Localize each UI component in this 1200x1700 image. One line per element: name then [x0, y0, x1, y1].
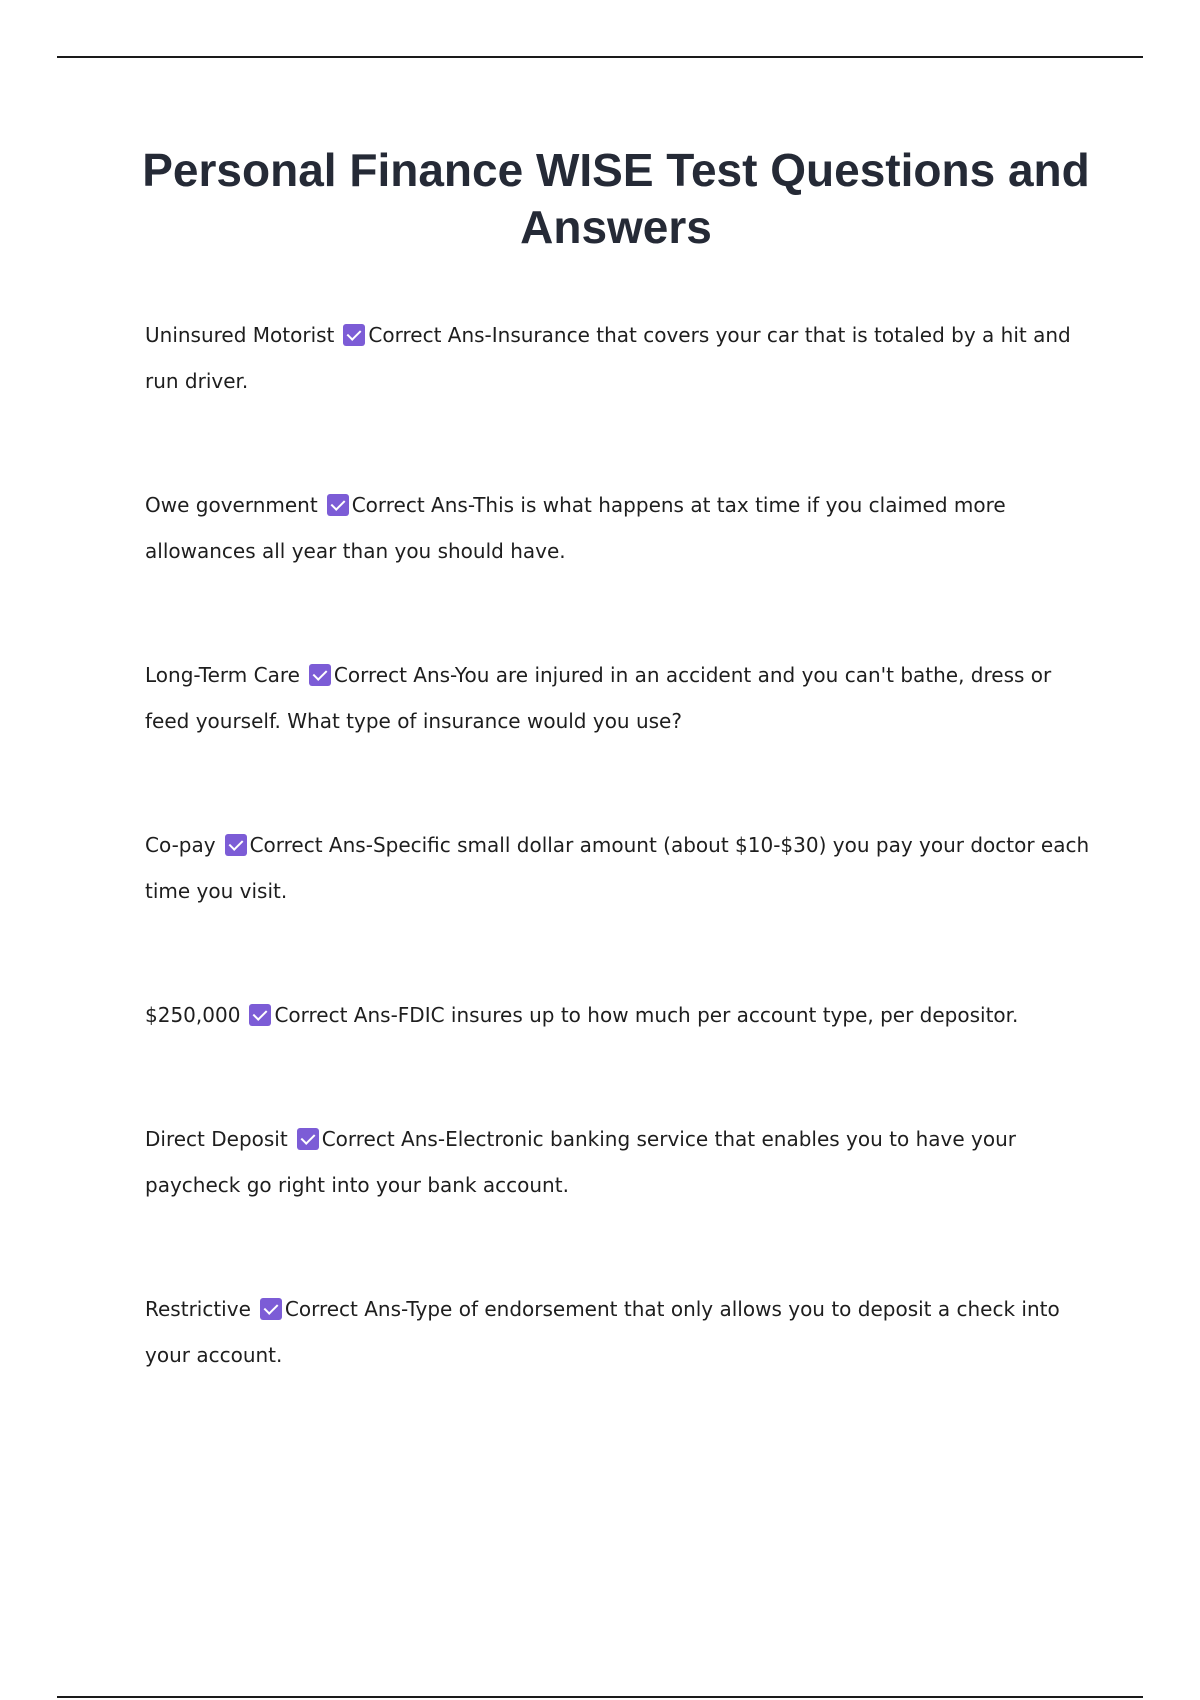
- qa-item: [145, 822, 1095, 914]
- checkbox-checked-icon: [309, 664, 331, 686]
- qa-item: [145, 652, 1095, 744]
- qa-term: Long-Term Care: [145, 663, 300, 687]
- checkbox-checked-icon: [260, 1298, 282, 1320]
- qa-answer: Type of endorsement that only allows you to deposit a check into your account.: [145, 1297, 1060, 1367]
- qa-answer: You are injured in an accident and you can't bathe, dress or feed yourself. What type of insurance would you use?: [145, 663, 1052, 733]
- qa-answer: Insurance that covers your car that is totaled by a hit and run driver.: [145, 323, 1071, 393]
- document-title: Personal Finance WISE Test Questions and Answers: [142, 144, 1090, 253]
- qa-item: [145, 1116, 1095, 1208]
- checkbox-checked-icon: [249, 1004, 271, 1026]
- checkbox-checked-icon: [343, 324, 365, 346]
- header-rule: [57, 56, 1143, 58]
- answer-prefix: Correct Ans-: [249, 833, 373, 857]
- answer-prefix: Correct Ans-: [368, 323, 492, 347]
- qa-item: [145, 482, 1095, 574]
- answer-prefix: Correct Ans-: [351, 493, 474, 517]
- answer-prefix: Correct Ans-: [274, 1003, 398, 1027]
- checkbox-checked-icon: [297, 1128, 319, 1150]
- qa-term: Restrictive: [145, 1297, 251, 1321]
- qa-term: $250,000: [145, 1003, 241, 1027]
- qa-item: [145, 1286, 1095, 1378]
- qa-term: Owe government: [145, 493, 318, 517]
- qa-term: Co-pay: [145, 833, 216, 857]
- answer-prefix: Correct Ans-: [321, 1127, 446, 1151]
- checkbox-checked-icon: [327, 494, 349, 516]
- qa-answer: Specific small dollar amount (about $10-$30) you pay your doctor each time you visit.: [145, 833, 1090, 903]
- qa-term: Uninsured Motorist: [145, 323, 335, 347]
- answer-prefix: Correct Ans-: [284, 1297, 407, 1321]
- qa-list: [145, 312, 1095, 1378]
- qa-item: [145, 992, 1095, 1038]
- checkbox-checked-icon: [225, 834, 247, 856]
- qa-item: [145, 312, 1095, 404]
- qa-answer: Electronic banking service that enables you to have your paycheck go right into your bank account.: [145, 1127, 1016, 1197]
- answer-prefix: Correct Ans-: [333, 663, 455, 687]
- qa-term: Direct Deposit: [145, 1127, 288, 1151]
- qa-answer: This is what happens at tax time if you claimed more allowances all year than you should have.: [145, 493, 1006, 563]
- qa-answer: FDIC insures up to how much per account type, per depositor.: [397, 1003, 1019, 1027]
- footer-rule: [57, 1696, 1143, 1698]
